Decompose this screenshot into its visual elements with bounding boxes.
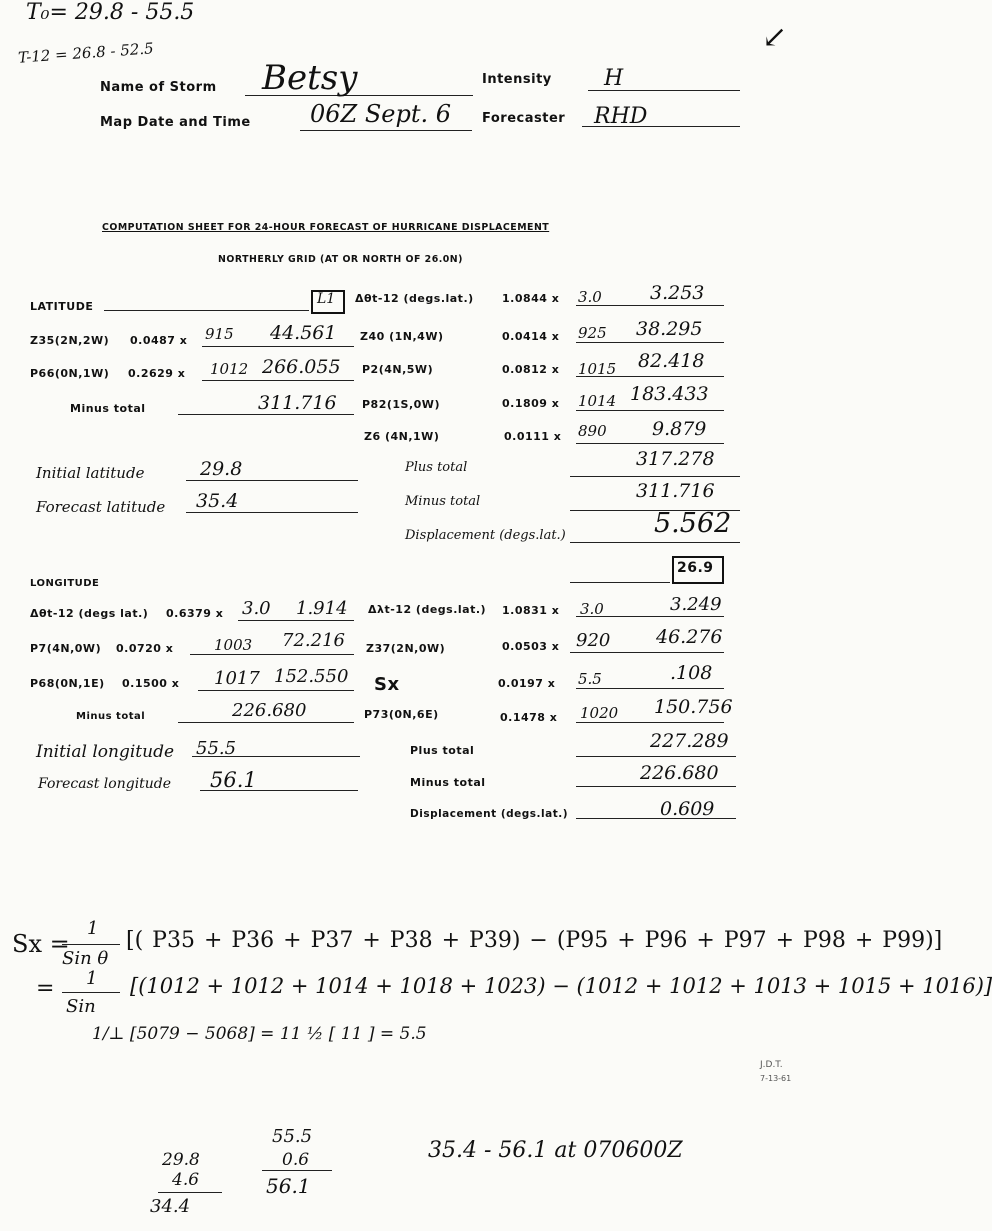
z6-in: 890: [578, 422, 607, 440]
p73-coef: 0.1478 x: [500, 711, 558, 724]
formula-fraction-numerator: 1: [87, 918, 99, 939]
initial-longitude-value: 55.5: [196, 738, 237, 759]
lat-dtheta-out: 3.253: [650, 282, 705, 304]
lon-plus-total-label: Plus total: [410, 744, 475, 757]
p7-label: P7(4N,0W): [30, 642, 102, 655]
lat-displacement-value: 5.562: [654, 508, 732, 539]
z6-coef: 0.0111 x: [504, 430, 562, 443]
forecast-longitude-label: Forecast longitude: [38, 776, 172, 792]
scratch-sub-sum: 56.1: [266, 1174, 311, 1198]
p73-label: P73(0N,6E): [364, 708, 439, 721]
p2-in: 1015: [578, 360, 617, 378]
lon-displacement-label: Displacement (degs.lat.): [410, 808, 569, 820]
formula-sx-label: Sx =: [12, 930, 70, 958]
formula-fraction-denominator: Sin θ: [62, 948, 109, 969]
sx-in: 5.5: [578, 670, 602, 688]
formula2-denominator: Sin: [66, 996, 96, 1017]
corner-arrow-mark: ↙: [762, 20, 788, 55]
p68-coef: 0.1500 x: [122, 677, 180, 690]
lat-plus-total-value: 317.278: [636, 448, 715, 470]
formula2-body: [(1012 + 1012 + 1014 + 1018 + 1023) − (1012 + 1012 + 1013 + 1015 + 1016)]: [130, 974, 992, 998]
z37-in: 920: [576, 630, 611, 651]
scratch-add-top: 29.8: [162, 1150, 200, 1170]
t-minus-12-note: T-12 = 26.8 - 52.5: [17, 39, 155, 67]
lon-dtheta-label: Δθt-12 (degs lat.): [30, 607, 149, 620]
scratch-add-mid: 4.6: [172, 1170, 200, 1190]
initial-latitude-value: 29.8: [200, 458, 243, 480]
z40-out: 38.295: [636, 318, 703, 340]
initials-stamp-line1: J.D.T.: [760, 1060, 783, 1070]
intensity-value: H: [604, 66, 624, 91]
forecaster-value: RHD: [594, 104, 648, 129]
latitude-label: LATITUDE: [30, 300, 94, 313]
lon-dtheta-out: 1.914: [296, 598, 348, 619]
lon-displacement-value: 0.609: [660, 798, 715, 820]
lat-minus-total-label: Minus total: [70, 402, 146, 415]
dlambda-coef: 1.0831 x: [502, 604, 560, 617]
sheet-title: COMPUTATION SHEET FOR 24-HOUR FORECAST OF HURRICANE DISPLACEMENT: [102, 222, 550, 233]
lon-plus-total-value: 227.289: [650, 730, 729, 752]
lon-minus-total2-value: 226.680: [640, 762, 719, 784]
p2-out: 82.418: [638, 350, 705, 372]
sx-label: Sx: [374, 674, 400, 695]
lat-minus-total-value: 311.716: [258, 392, 337, 414]
lat-dtheta-coef: 1.0844 x: [502, 292, 560, 305]
p82-label: P82(1S,0W): [362, 398, 440, 411]
p2-label: P2(4N,5W): [362, 363, 434, 376]
z35-out: 44.561: [270, 322, 337, 344]
z40-label: Z40 (1N,4W): [360, 330, 444, 343]
p66-in: 1012: [210, 360, 249, 378]
lat-displacement-label: Displacement (degs.lat.): [405, 528, 566, 543]
sheet-subtitle: NORTHERLY GRID (AT OR NORTH OF 26.0N): [218, 254, 463, 265]
scratch-result: 35.4 - 56.1 at 070600Z: [428, 1138, 683, 1163]
forecaster-label: Forecaster: [482, 111, 566, 126]
p66-out: 266.055: [262, 356, 341, 378]
intensity-label: Intensity: [482, 72, 552, 87]
z6-out: 9.879: [652, 418, 707, 440]
lat-minus-total2-value: 311.716: [636, 480, 715, 502]
lon-minus-total-value: 226.680: [232, 700, 307, 721]
z35-in: 915: [205, 325, 234, 343]
z6-label: Z6 (4N,1W): [364, 430, 440, 443]
p66-coef: 0.2629 x: [128, 367, 186, 380]
z40-coef: 0.0414 x: [502, 330, 560, 343]
scratch-sub-top: 55.5: [272, 1126, 313, 1147]
formula2-numerator: 1: [86, 968, 98, 989]
lat-minus-total2-label: Minus total: [405, 494, 481, 509]
p73-out: 150.756: [654, 696, 733, 718]
lat-dtheta-label: Δθt-12 (degs.lat.): [355, 292, 474, 305]
p68-out: 152.550: [274, 666, 349, 687]
longitude-box-value: 26.9: [677, 560, 714, 576]
initial-latitude-label: Initial latitude: [36, 464, 145, 482]
initials-stamp-line2: 7-13-61: [760, 1074, 792, 1083]
p73-in: 1020: [580, 704, 619, 722]
dlambda-in: 3.0: [580, 600, 604, 618]
z35-coef: 0.0487 x: [130, 334, 188, 347]
p82-out: 183.433: [630, 383, 709, 405]
p66-label: P66(0N,1W): [30, 367, 110, 380]
scratch-add-sum: 34.4: [150, 1196, 191, 1217]
forecast-longitude-value: 56.1: [210, 768, 257, 792]
p68-label: P68(0N,1E): [30, 677, 105, 690]
z35-label: Z35(2N,2W): [30, 334, 110, 347]
lon-minus-total-label: Minus total: [76, 711, 146, 722]
dlambda-out: 3.249: [670, 594, 722, 615]
p7-out: 72.216: [282, 630, 345, 651]
z37-coef: 0.0503 x: [502, 640, 560, 653]
t0-note: T₀= 29.8 - 55.5: [26, 0, 195, 25]
formula2-prefix: =: [36, 976, 55, 1001]
lat-plus-total-label: Plus total: [405, 460, 468, 475]
p2-coef: 0.0812 x: [502, 363, 560, 376]
storm-name-label: Name of Storm: [100, 80, 217, 95]
z40-in: 925: [578, 324, 607, 342]
longitude-label: LONGITUDE: [30, 578, 100, 589]
lat-dtheta-in: 3.0: [578, 288, 602, 306]
p82-coef: 0.1809 x: [502, 397, 560, 410]
formula-body: [( P35 + P36 + P37 + P38 + P39) − (P95 + P96 + P97 + P98 + P99)]: [126, 928, 943, 953]
forecast-latitude-value: 35.4: [196, 490, 239, 512]
lon-dtheta-in: 3.0: [242, 598, 271, 619]
z37-out: 46.276: [656, 626, 723, 648]
storm-name-value: Betsy: [262, 58, 358, 98]
forecast-latitude-label: Forecast latitude: [36, 498, 166, 516]
map-date-value: 06Z Sept. 6: [310, 100, 452, 128]
scratch-sub-mid: 0.6: [282, 1150, 310, 1170]
p82-in: 1014: [578, 392, 617, 410]
formula3: 1/⊥ [5079 − 5068] = 11 ½ [ 11 ] = 5.5: [92, 1024, 427, 1044]
latitude-box-value: L1: [317, 291, 336, 307]
lon-dtheta-coef: 0.6379 x: [166, 607, 224, 620]
p68-in: 1017: [214, 668, 260, 689]
dlambda-label: Δλt-12 (degs.lat.): [368, 603, 487, 616]
z37-label: Z37(2N,0W): [366, 642, 446, 655]
initial-longitude-label: Initial longitude: [36, 742, 175, 762]
lon-minus-total2-label: Minus total: [410, 776, 486, 789]
sx-out: .108: [670, 662, 713, 684]
p7-in: 1003: [214, 636, 253, 654]
p7-coef: 0.0720 x: [116, 642, 174, 655]
sx-coef: 0.0197 x: [498, 677, 556, 690]
map-date-label: Map Date and Time: [100, 115, 251, 130]
